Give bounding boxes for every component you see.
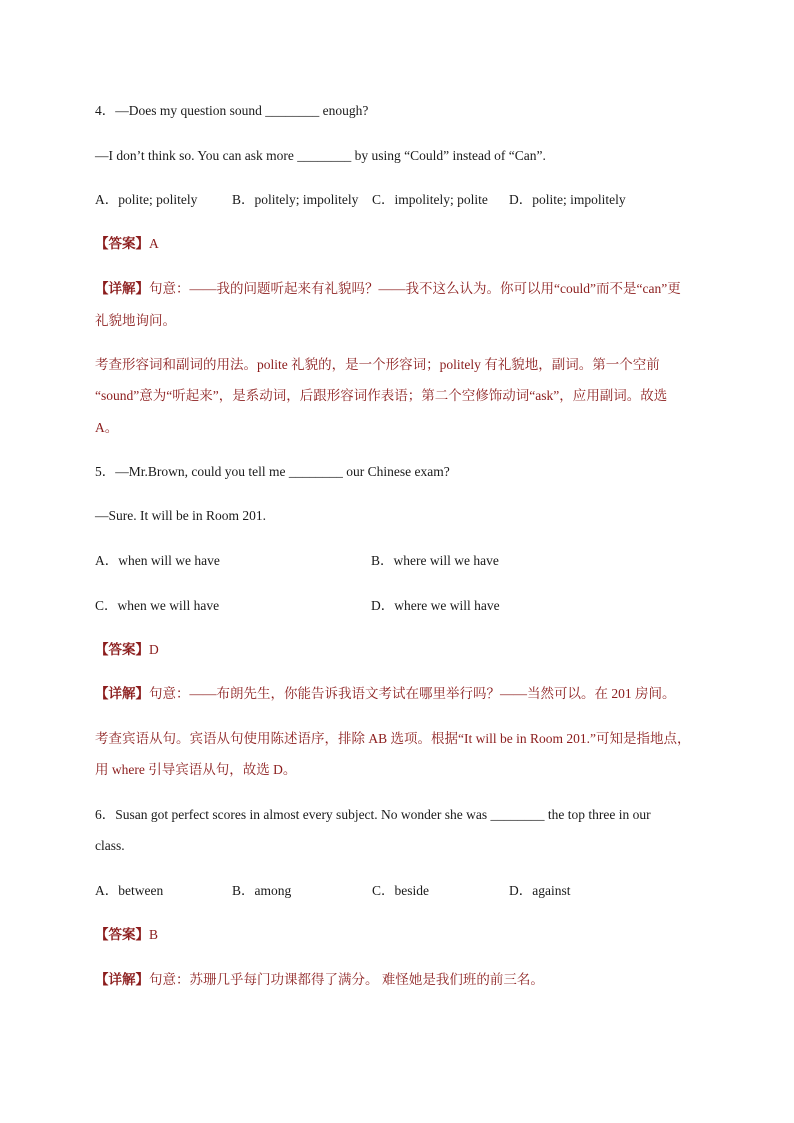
q5-option-d: D．where we will have — [371, 598, 500, 613]
q6-option-c: C．beside — [372, 883, 429, 898]
q5-answer — [95, 640, 159, 660]
answer-tag: 【答案】 — [95, 642, 149, 657]
detail-text: 句意：苏珊几乎每门功课都得了满分。 难怪她是我们班的前三名。 — [149, 972, 544, 987]
q6-stem-line2: class. — [95, 838, 125, 853]
q5-analysis-line2: 用 where 引导宾语从句，故选 D。 — [95, 762, 297, 777]
q5-option-a: A．when will we have — [95, 553, 220, 568]
q4-option-b: B．politely; impolitely — [232, 192, 359, 207]
q5-stem-line1: 5．—Mr.Brown, could you tell me ________ our Chinese exam? — [95, 464, 450, 479]
q5-stem-line2: —Sure. It will be in Room 201. — [95, 508, 266, 523]
q4-stem-line1: 4．—Does my question sound ________ enough? — [95, 103, 369, 118]
q4-option-a: A．polite; politely — [95, 192, 198, 207]
answer-tag: 【答案】 — [95, 927, 149, 942]
answer-tag: 【答案】 — [95, 236, 149, 251]
q4-answer — [95, 234, 159, 254]
q5-option-b: B．where will we have — [371, 553, 499, 568]
q6-option-d: D．against — [509, 883, 571, 898]
q6-detail-line1 — [95, 970, 544, 990]
q5-analysis-line1: 考查宾语从句。宾语从句使用陈述语序，排除 AB 选项。根据“It will be in Room 201.”可知是指地点， — [95, 731, 691, 746]
answer-value: D — [149, 642, 159, 657]
q4-option-d: D．polite; impolitely — [509, 192, 626, 207]
q5-option-c: C．when we will have — [95, 598, 220, 613]
q5-detail-line1 — [95, 684, 676, 704]
q4-option-c: C．impolitely; polite — [372, 192, 488, 207]
detail-tag: 【详解】 — [95, 972, 149, 987]
q4-analysis-line3: A。 — [95, 420, 119, 435]
answer-value: B — [149, 927, 159, 942]
q4-analysis-line1: 考查形容词和副词的用法。polite 礼貌的，是一个形容词；politely 有礼貌地，副词。第一个空前 — [95, 357, 660, 372]
q4-detail-line1 — [95, 279, 681, 299]
detail-text: 句意：——布朗先生，你能告诉我语文考试在哪里举行吗？——当然可以。在 201 房间。 — [149, 686, 676, 701]
detail-tag: 【详解】 — [95, 686, 149, 701]
detail-tag: 【详解】 — [95, 281, 149, 296]
detail-text: 句意：——我的问题听起来有礼貌吗？——我不这么认为。你可以用“could”而不是“can”更 — [149, 281, 681, 296]
q4-stem-line2: —I don’t think so. You can ask more ________ by using “Could” instead of “Can”. — [95, 148, 546, 163]
q6-stem-line1: 6．Susan got perfect scores in almost every subject. No wonder she was ________ the top three in our — [95, 807, 651, 822]
q6-answer — [95, 925, 158, 945]
q6-option-b: B．among — [232, 883, 292, 898]
q4-analysis-line2: “sound”意为“听起来”，是系动词，后跟形容词作表语；第二个空修饰动词“ask”，应用副词。故选 — [95, 388, 668, 403]
answer-value: A — [149, 236, 159, 251]
q4-detail-line2: 礼貌地询问。 — [95, 313, 176, 328]
q6-option-a: A．between — [95, 883, 164, 898]
